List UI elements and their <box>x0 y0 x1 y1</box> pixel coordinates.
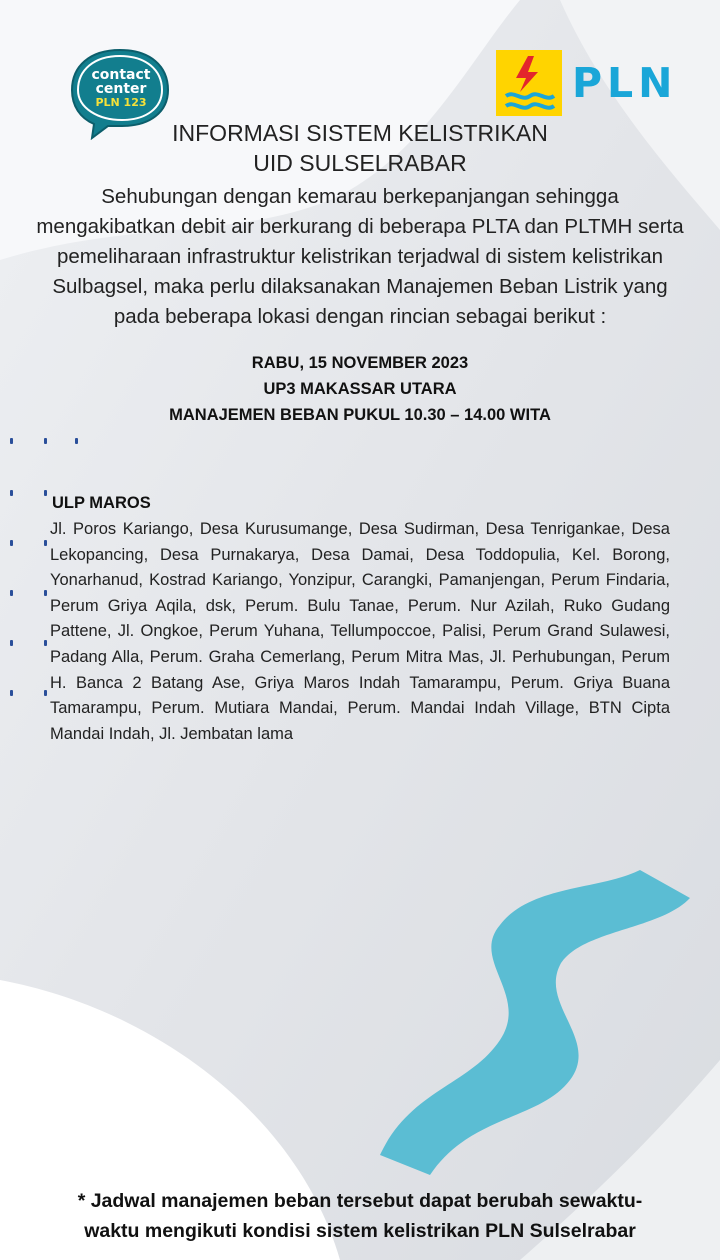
pln-brand-text: PLN <box>572 59 678 107</box>
contact-line2: center <box>95 81 147 97</box>
dot <box>44 540 47 546</box>
contact-line1: contact <box>91 67 151 83</box>
dot <box>75 438 78 444</box>
dot <box>10 590 13 596</box>
footer-note <box>0 1186 720 1246</box>
page-title: INFORMASI SISTEM KELISTRIKAN <box>172 120 548 146</box>
dot <box>44 490 47 496</box>
schedule-date: RABU, 15 NOVEMBER 2023 <box>251 354 469 372</box>
dot <box>44 590 47 596</box>
dot <box>10 540 13 546</box>
schedule-unit: UP3 MAKASSAR UTARA <box>263 380 457 398</box>
footer-line1: * Jadwal manajemen beban tersebut dapat berubah sewaktu- <box>77 1190 643 1212</box>
footer-line2: waktu mengikuti kondisi sistem kelistrikan PLN Sulselrabar <box>84 1220 636 1242</box>
dot <box>10 690 13 696</box>
ulp-title: ULP MAROS <box>52 494 151 512</box>
dot <box>10 438 13 444</box>
intro-paragraph: Sehubungan dengan kemarau berkepanjangan sehingga mengakibatkan debit air berkurang di beberapa PLTA dan PLTMH serta pemeliharaan infrastruktur kelistrikan terjadwal di sistem kelistrikan Sulbagsel, maka perlu dilaksanakan Manajemen Beban Listrik yang pada beberapa lokasi dengan rincian sebagai berikut : <box>36 185 684 328</box>
dot <box>10 490 13 496</box>
dot <box>10 640 13 646</box>
dot <box>44 690 47 696</box>
page-subtitle: UID SULSELRABAR <box>253 150 467 176</box>
schedule-time: MANAJEMEN BEBAN PUKUL 10.30 – 14.00 WITA <box>169 406 551 424</box>
dot <box>44 640 47 646</box>
contact-line3: PLN 123 <box>95 96 147 109</box>
dot <box>44 438 47 444</box>
ulp-area-list: Jl. Poros Kariango, Desa Kurusumange, Desa Sudirman, Desa Tenrigankae, Desa Lekopancing, Desa Purnakarya, Desa Damai, Desa Toddopulia, Kel. Borong, Yonarhanud, Kostrad Kariango, Yonzipur, Carangki, Pamanjengan, Perum Findaria, Perum Griya Aqila, dsk, Perum. Bulu Tanae, Perum. Nur Azilah, Ruko Gudang Pattene, Jl. Ongkoe, Perum Yuhana, Tellumpoccoe, Palisi, Perum Grand Sulawesi, Padang Alla, Perum. Graha Cemerlang, Perum Mitra Mas, Jl. Perhubungan, Perum H. Banca 2 Batang Ase, Griya Maros Indah Tamarampu, Perum. Griya Buana Tamarampu, Perum. Mutiara Mandai, Perum. Mandai Indah Village, BTN Cipta Mandai Indah, Jl. Jembatan lama <box>50 520 670 743</box>
